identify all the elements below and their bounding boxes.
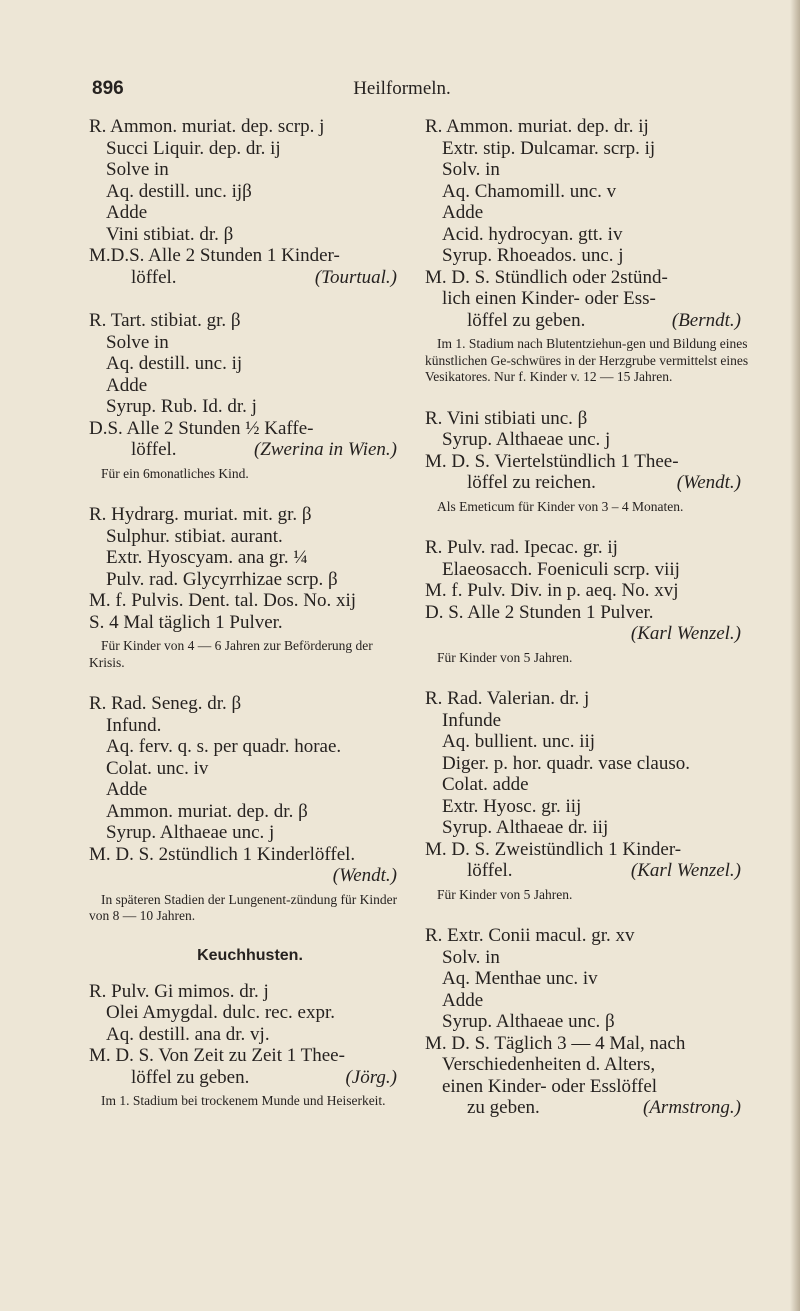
recipe-closing-text: löffel zu reichen. [467, 472, 596, 493]
recipe-line: Extr. Hyoscyam. ana gr. ¼ [106, 547, 308, 568]
recipe-line: Aq. Chamomill. unc. v [442, 180, 617, 202]
recipe-closing-line [89, 439, 411, 461]
recipe-line: Vini stibiat. dr. β [106, 223, 234, 245]
recipe-line: M. D. S. 2stündlich 1 Kinderlöffel. [89, 843, 356, 865]
recipe-first-line: R. Pulv. rad. Ipecac. gr. ij [425, 537, 618, 558]
recipe-first-line: R. Pulv. Gi mimos. dr. j [89, 980, 269, 1002]
recipe-line: einen Kinder- oder Esslöffel [442, 1075, 658, 1097]
recipe-line: Succi Liquir. dep. dr. ij [106, 137, 281, 159]
recipe-author: (Jörg.) [345, 1066, 397, 1088]
recipe-closing-text: löffel zu geben. [131, 1066, 250, 1088]
recipe-line: Acid. hydrocyan. gtt. iv [442, 223, 623, 245]
recipe-line: Aq. bullient. unc. iij [442, 731, 596, 752]
recipe-line: Extr. stip. Dulcamar. scrp. ij [442, 137, 656, 159]
recipe-block [89, 981, 411, 1110]
recipe-first-line: R. Extr. Conii macul. gr. xv [425, 925, 635, 946]
recipe-block [425, 688, 755, 903]
recipe-line: Syrup. Althaeae unc. j [106, 822, 275, 843]
recipe-line: M.D.S. Alle 2 Stunden 1 Kinder- [89, 245, 340, 266]
right-column [425, 116, 755, 1141]
recipe-first-line: R. Tart. stibiat. gr. β [89, 310, 241, 331]
recipe-closing-line [425, 310, 755, 332]
recipe-closing-text: löffel zu geben. [467, 309, 586, 331]
recipe-line: Adde [442, 989, 484, 1011]
recipe-line: Adde [106, 202, 148, 223]
recipe-line: M. D. S. Von Zeit zu Zeit 1 Thee- [89, 1045, 345, 1066]
page-header [92, 78, 712, 108]
running-title: Heilformeln. [353, 78, 451, 99]
recipe-author: (Karl Wenzel.) [630, 623, 741, 644]
recipe-line: Solve in [106, 159, 169, 180]
recipe-first-line: R. Vini stibiati unc. β [425, 407, 588, 429]
recipe-closing-line [89, 1067, 411, 1089]
recipe-block [425, 537, 755, 666]
recipe-line: Syrup. Althaeae dr. iij [442, 817, 609, 838]
recipe-line: S. 4 Mal täglich 1 Pulver. [89, 611, 283, 633]
recipe-line: Diger. p. hor. quadr. vase clauso. [442, 752, 691, 774]
recipe-line: Adde [106, 374, 148, 396]
recipe-first-line: R. Rad. Valerian. dr. j [425, 688, 590, 709]
page-edge-shadow [790, 0, 800, 1311]
recipe-author: (Wendt.) [676, 472, 741, 493]
recipe-closing-text: zu geben. [467, 1097, 540, 1118]
recipe-first-line: R. Hydrarg. muriat. mit. gr. β [89, 504, 312, 525]
recipe-line: Syrup. Rub. Id. dr. j [106, 396, 257, 417]
recipe-block [89, 116, 411, 288]
recipe-author: (Karl Wenzel.) [630, 860, 741, 881]
recipe-line: Aq. destill. unc. ijβ [106, 180, 252, 202]
recipe-line: M. f. Pulv. Div. in p. aeq. No. xvj [425, 580, 679, 601]
recipe-line: Aq. destill. ana dr. vj. [106, 1023, 270, 1045]
recipe-note: Für Kinder von 4 — 6 Jahren zur Beförderung der Krisis. [89, 638, 373, 670]
recipe-line: Sulphur. stibiat. aurant. [106, 525, 283, 547]
recipe-line: M. D. S. Stündlich oder 2stünd- [425, 266, 668, 288]
recipe-line: Extr. Hyosc. gr. iij [442, 795, 582, 817]
recipe-first-line: R. Ammon. muriat. dep. scrp. j [89, 116, 325, 137]
recipe-line: Verschiedenheiten d. Alters, [442, 1054, 656, 1075]
recipe-note: Als Emeticum für Kinder von 3 – 4 Monaten. [437, 498, 684, 514]
recipe-line: Solve in [106, 331, 169, 353]
recipe-note: Für Kinder von 5 Jahren. [437, 886, 573, 902]
recipe-line: Aq. Menthae unc. iv [442, 968, 598, 989]
recipe-author: (Armstrong.) [643, 1097, 741, 1118]
recipe-author: (Berndt.) [671, 309, 741, 331]
recipe-line: Aq. ferv. q. s. per quadr. horae. [106, 736, 342, 757]
recipe-line: Syrup. Rhoeados. unc. j [442, 245, 624, 266]
recipe-block [89, 693, 411, 925]
left-column [89, 116, 411, 1132]
recipe-block [425, 925, 755, 1119]
recipe-author: (Wendt.) [332, 865, 397, 886]
recipe-line: Colat. unc. iv [106, 757, 209, 779]
recipe-first-line: R. Ammon. muriat. dep. dr. ij [425, 116, 649, 137]
recipe-closing-text: löffel. [131, 439, 177, 460]
recipe-line: Infund. [106, 714, 162, 736]
recipe-closing-line [425, 860, 755, 882]
recipe-line: Adde [442, 202, 484, 223]
recipe-line: Syrup. Althaeae unc. j [442, 429, 611, 450]
section-heading: Keuchhusten. [197, 946, 303, 964]
recipe-line: M. D. S. Viertelstündlich 1 Thee- [425, 450, 679, 472]
recipe-closing-line [425, 1097, 755, 1119]
recipe-block [89, 310, 411, 482]
recipe-line: Ammon. muriat. dep. dr. β [106, 800, 308, 822]
recipe-line: M. D. S. Täglich 3 — 4 Mal, nach [425, 1032, 686, 1054]
recipe-line: Solv. in [442, 946, 500, 968]
recipe-line: lich einen Kinder- oder Ess- [442, 288, 656, 309]
recipe-note: In späteren Stadien der Lungenent-zündung für Kinder von 8 — 10 Jahren. [89, 891, 398, 923]
recipe-line: Olei Amygdal. dulc. rec. expr. [106, 1002, 335, 1023]
recipe-block [425, 116, 755, 386]
recipe-author: (Zwerina in Wien.) [253, 439, 397, 460]
recipe-closing-text: löffel. [131, 266, 177, 288]
recipe-note: Für ein 6monatliches Kind. [101, 465, 249, 481]
recipe-closing-text: löffel. [467, 860, 513, 881]
recipe-line: Aq. destill. unc. ij [106, 353, 243, 374]
recipe-closing-line [89, 267, 411, 289]
recipe-block [89, 504, 411, 671]
recipe-line: Solv. in [442, 159, 500, 180]
recipe-line: M. D. S. Zweistündlich 1 Kinder- [425, 838, 682, 860]
recipe-line: Elaeosacch. Foeniculi scrp. viij [442, 558, 680, 580]
recipe-note: Im 1. Stadium bei trockenem Munde und Heiserkeit. [101, 1093, 386, 1108]
recipe-note: Im 1. Stadium nach Blutentziehun-gen und Bildung eines künstlichen Ge-schwüres in der Herzgrube vermittelst eines Vesikatores. Nur f. Kinder v. 12 — 15 Jahren. [425, 336, 749, 384]
recipe-line: D.S. Alle 2 Stunden ½ Kaffe- [89, 417, 314, 439]
recipe-line: Colat. adde [442, 774, 529, 795]
recipe-line: D. S. Alle 2 Stunden 1 Pulver. [425, 601, 654, 623]
recipe-line: M. f. Pulvis. Dent. tal. Dos. No. xij [89, 590, 357, 611]
recipe-line: Adde [106, 779, 148, 800]
recipe-note: Für Kinder von 5 Jahren. [437, 649, 573, 665]
recipe-block [425, 408, 755, 516]
page-number: 896 [92, 78, 124, 99]
recipe-author: (Tourtual.) [314, 266, 397, 288]
recipe-closing-line [425, 472, 755, 494]
recipe-line: Syrup. Althaeae unc. β [442, 1011, 615, 1032]
recipe-line: Pulv. rad. Glycyrrhizae scrp. β [106, 568, 338, 590]
recipe-line: Infunde [442, 709, 502, 731]
recipe-first-line: R. Rad. Seneg. dr. β [89, 693, 242, 714]
